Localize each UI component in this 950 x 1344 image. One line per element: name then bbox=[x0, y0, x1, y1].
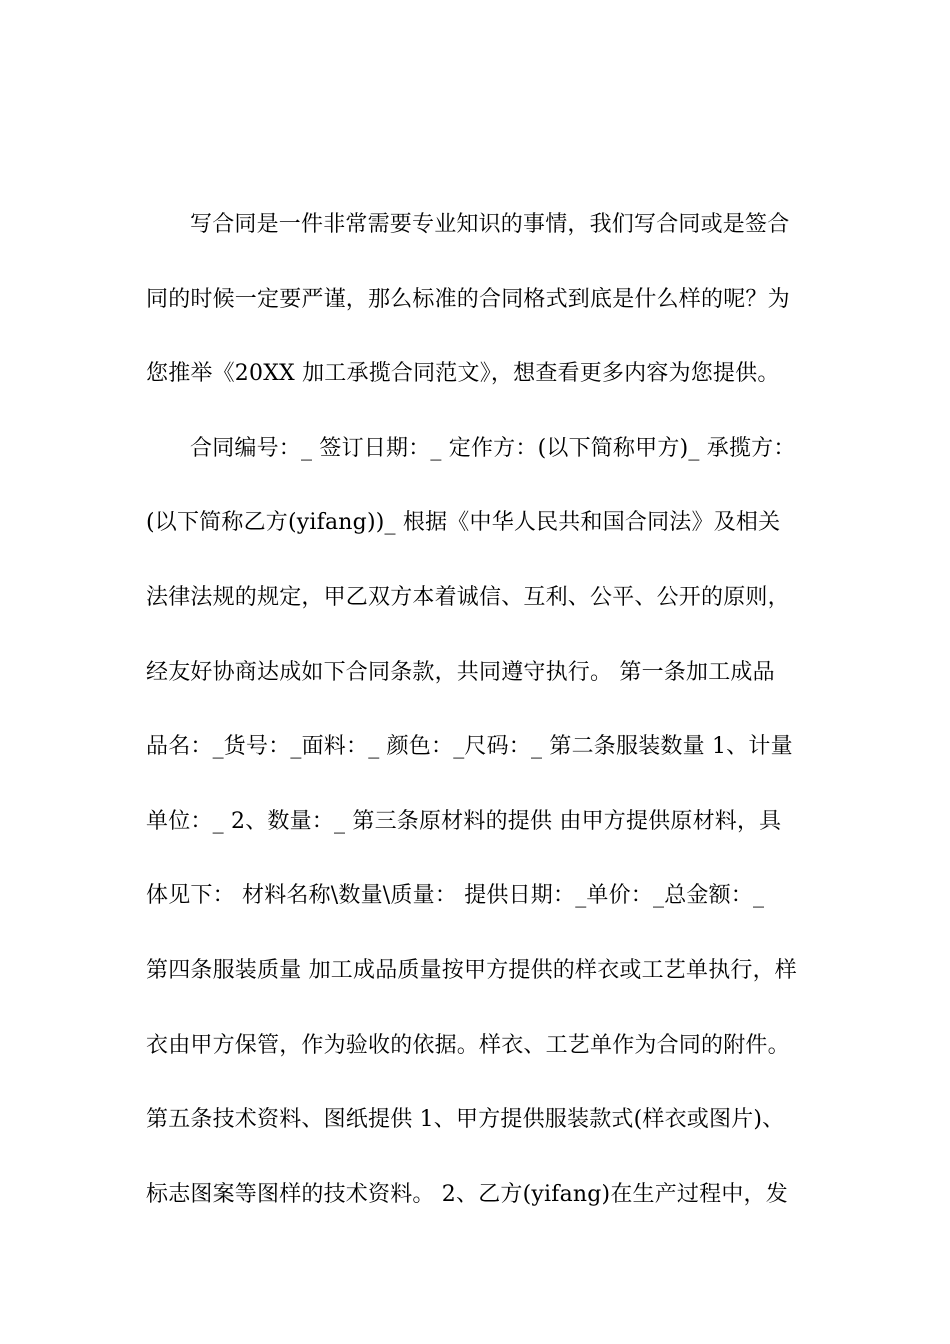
paragraph-line: 同的时候一定要严谨，那么标准的合同格式到底是什么样的呢？为 bbox=[146, 286, 790, 312]
paragraph-line: 衣由甲方保管，作为验收的依据。样衣、工艺单作为合同的附件。 bbox=[146, 1032, 790, 1058]
paragraph-line: 第四条服装质量 加工成品质量按甲方提供的样衣或工艺单执行，样 bbox=[146, 957, 797, 983]
paragraph-line: (以下简称乙方(yifang))_ 根据《中华人民共和国合同法》及相关 bbox=[146, 510, 781, 536]
paragraph-line: 第五条技术资料、图纸提供 1、甲方提供服装款式(样衣或图片)、 bbox=[146, 1107, 785, 1133]
paragraph-line: 单位：_ 2、数量：_ 第三条原材料的提供 由甲方提供原材料，具 bbox=[146, 808, 782, 834]
paragraph-line: 合同编号：_ 签订日期：_ 定作方：(以下简称甲方)_ 承揽方： bbox=[190, 435, 796, 461]
paragraph-line: 品名：_货号：_面料：_ 颜色：_尺码：_ 第二条服装数量 1、计量 bbox=[146, 734, 793, 760]
paragraph-line: 您推举《20XX 加工承揽合同范文》，想查看更多内容为您提供。 bbox=[146, 361, 780, 387]
paragraph-line: 法律法规的规定，甲乙双方本着诚信、互利、公平、公开的原则， bbox=[146, 584, 790, 610]
paragraph-line: 写合同是一件非常需要专业知识的事情，我们写合同或是签合 bbox=[190, 212, 790, 237]
paragraph-line: 体见下： 材料名称\数量\质量： 提供日期：_单价：_总金额：_ bbox=[146, 883, 765, 909]
paragraph-line: 经友好协商达成如下合同条款，共同遵守执行。 第一条加工成品 bbox=[146, 659, 775, 685]
paragraph-line: 标志图案等图样的技术资料。 2、乙方(yifang)在生产过程中，发 bbox=[146, 1181, 788, 1207]
document-body bbox=[146, 206, 806, 1250]
